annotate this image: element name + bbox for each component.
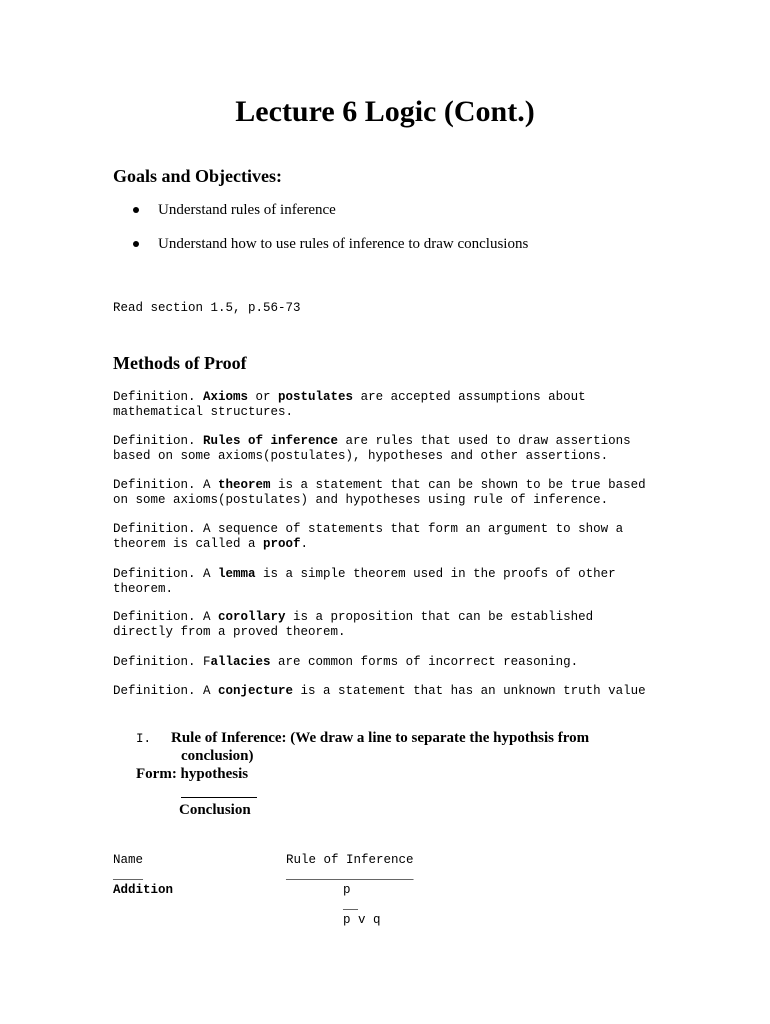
goals-heading: Goals and Objectives: bbox=[113, 166, 282, 186]
table-row-conclusion: p v q bbox=[343, 913, 381, 927]
section-numeral: I. bbox=[136, 732, 152, 746]
definition-conjecture: Definition. A conjecture is a statement that has an unknown truth value bbox=[113, 684, 646, 698]
table-row-premise: p bbox=[343, 883, 351, 897]
definition-lemma: Definition. A lemma is a simple theorem used in the proofs of other theorem. bbox=[113, 567, 616, 596]
table-row-name: Addition bbox=[113, 883, 174, 897]
conclusion-label: Conclusion bbox=[179, 802, 251, 818]
rule-heading-line1: Rule of Inference: (We draw a line to separate the hypothsis from bbox=[171, 730, 590, 746]
table-header-name-underline: ____ bbox=[113, 868, 144, 882]
goal-item-2: Understand how to use rules of inference to draw conclusions bbox=[158, 236, 529, 252]
definition-axioms: Definition. Axioms or postulates are accepted assumptions about mathematical structures. bbox=[113, 390, 586, 419]
form-label: Form: hypothesis bbox=[136, 766, 249, 782]
definition-rules-of-inference: Definition. Rules of inference are rules that used to draw assertions based on some axioms(postulates), hypotheses and other assertions. bbox=[113, 434, 631, 463]
goal-item-1: Understand rules of inference bbox=[158, 202, 336, 218]
definition-corollary: Definition. A corollary is a proposition that can be established directly from a proved theorem. bbox=[113, 610, 594, 639]
reading-note: Read section 1.5, p.56-73 bbox=[113, 301, 301, 315]
table-header-name: Name bbox=[113, 853, 144, 867]
separator-line bbox=[181, 797, 257, 798]
bullet-icon bbox=[133, 207, 139, 213]
definition-proof: Definition. A sequence of statements that form an argument to show a theorem is called a proof. bbox=[113, 522, 624, 551]
definition-theorem: Definition. A theorem is a statement that can be shown to be true based on some axioms(postulates) and hypotheses using rule of inference. bbox=[113, 478, 646, 507]
rule-heading-line2: conclusion) bbox=[181, 748, 254, 764]
bullet-icon bbox=[133, 241, 139, 247]
page-title: Lecture 6 Logic (Cont.) bbox=[235, 95, 535, 128]
methods-heading: Methods of Proof bbox=[113, 353, 247, 373]
table-header-rule: Rule of Inference bbox=[286, 853, 414, 867]
definition-fallacies: Definition. Fallacies are common forms of incorrect reasoning. bbox=[113, 655, 579, 669]
table-row-separator: __ bbox=[343, 898, 359, 912]
table-header-rule-underline: _________________ bbox=[286, 868, 414, 882]
